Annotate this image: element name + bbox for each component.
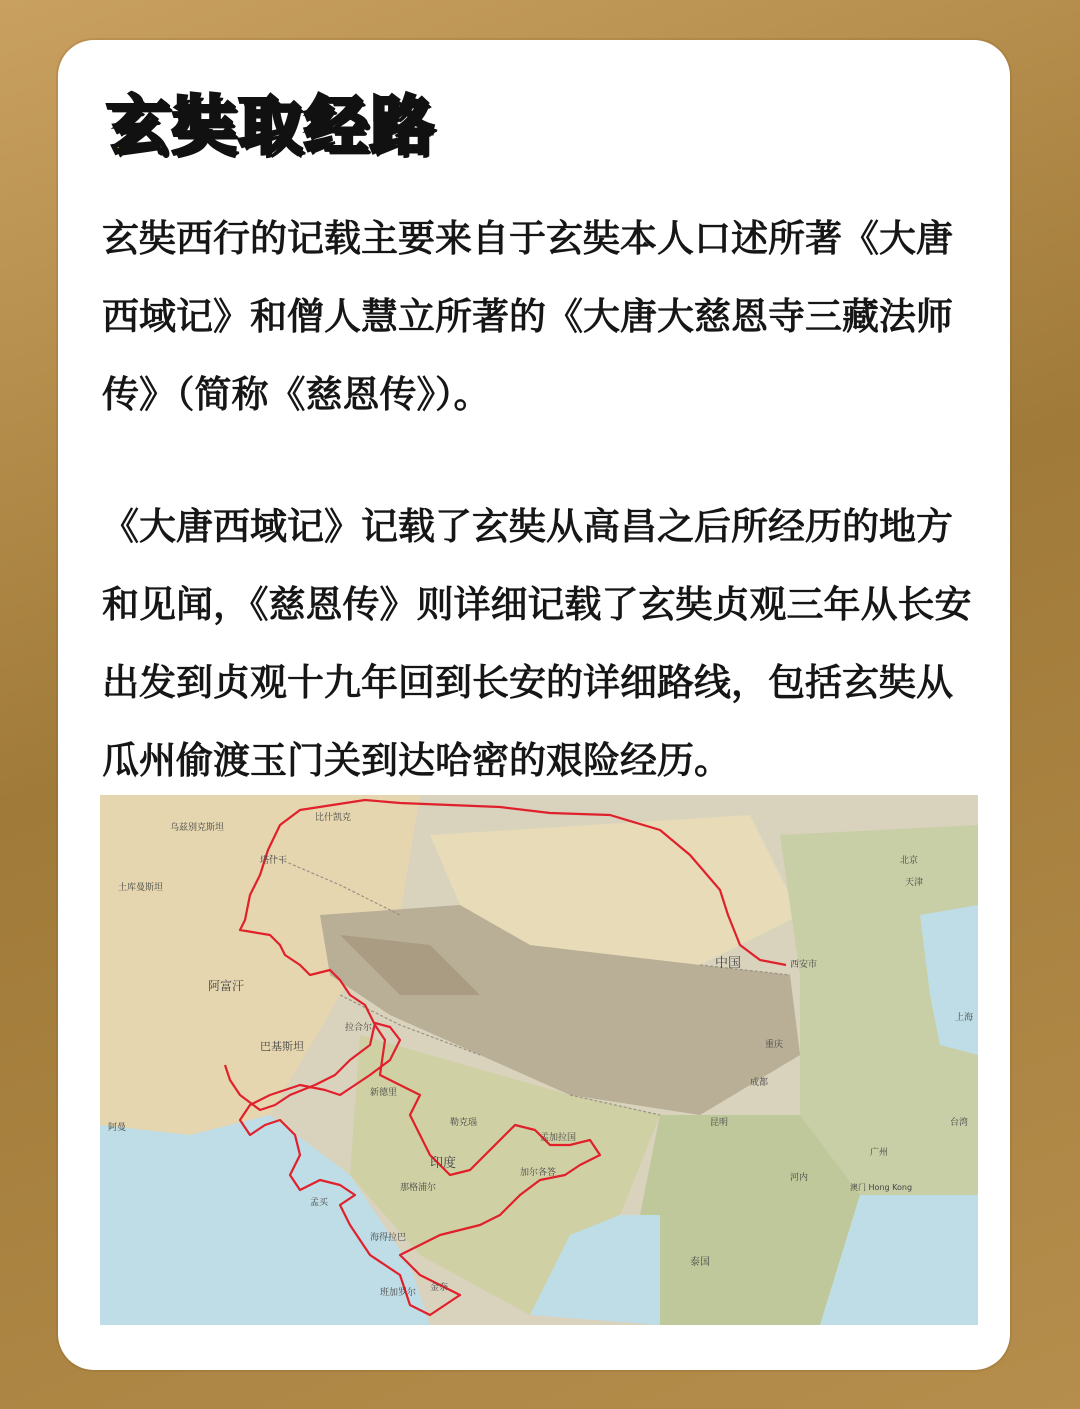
label-afghanistan: 阿富汗 (208, 979, 245, 993)
page-title: 玄奘取经路 (106, 90, 436, 164)
label-tashkent: 塔什干 (260, 856, 288, 866)
label-lahore: 拉合尔 (345, 1023, 373, 1033)
label-pakistan: 巴基斯坦 (260, 1040, 304, 1053)
label-kolkata: 加尔各答 (520, 1168, 557, 1178)
label-beijing: 北京 (900, 856, 919, 866)
label-china: 中国 (715, 956, 742, 971)
label-macau-hk: 澳门 Hong Kong (850, 1183, 913, 1192)
label-nagpur: 那格浦尔 (400, 1183, 437, 1193)
label-bengaluru: 班加罗尔 (380, 1288, 417, 1298)
label-turkmenistan: 土库曼斯坦 (118, 883, 164, 893)
label-uzbekistan: 乌兹别克斯坦 (170, 823, 225, 833)
label-kunming: 昆明 (710, 1118, 729, 1128)
label-chennai: 金奈 (430, 1283, 449, 1293)
label-hanoi: 河内 (790, 1173, 809, 1183)
label-shanghai: 上海 (955, 1013, 974, 1023)
content-card (58, 40, 1010, 1370)
label-tianjin: 天津 (905, 878, 924, 888)
label-taiwan: 台湾 (950, 1118, 969, 1128)
map-svg (100, 795, 978, 1325)
label-bishkek: 比什凯克 (315, 813, 352, 823)
label-thailand: 泰国 (690, 1257, 710, 1268)
label-new-delhi: 新德里 (370, 1088, 398, 1098)
label-hyderabad: 海得拉巴 (370, 1233, 407, 1243)
paragraph-1: 玄奘西行的记载主要来自于玄奘本人口述所著《大唐西域记》和僧人慧立所著的《大唐大慈恩寺三藏法师传》（简称《慈恩传》）。 (102, 217, 953, 416)
label-guangzhou: 广州 (870, 1148, 889, 1158)
route-map (100, 795, 978, 1325)
label-lucknow: 勒克瑙 (450, 1118, 478, 1128)
label-bangladesh: 孟加拉国 (540, 1133, 577, 1143)
label-chengdu: 成都 (750, 1078, 769, 1088)
label-xian: 西安市 (790, 960, 818, 970)
label-oman: 阿曼 (108, 1123, 127, 1133)
paragraph-2: 《大唐西域记》记载了玄奘从高昌之后所经历的地方和见闻，《慈恩传》则详细记载了玄奘贞观三年从长安出发到贞观十九年回到长安的详细路线，包括玄奘从瓜州偷渡玉门关到达哈密的艰险经历。 (102, 505, 972, 782)
label-mumbai: 孟买 (310, 1198, 329, 1208)
label-india: 印度 (430, 1156, 457, 1171)
label-chongqing: 重庆 (765, 1040, 784, 1050)
